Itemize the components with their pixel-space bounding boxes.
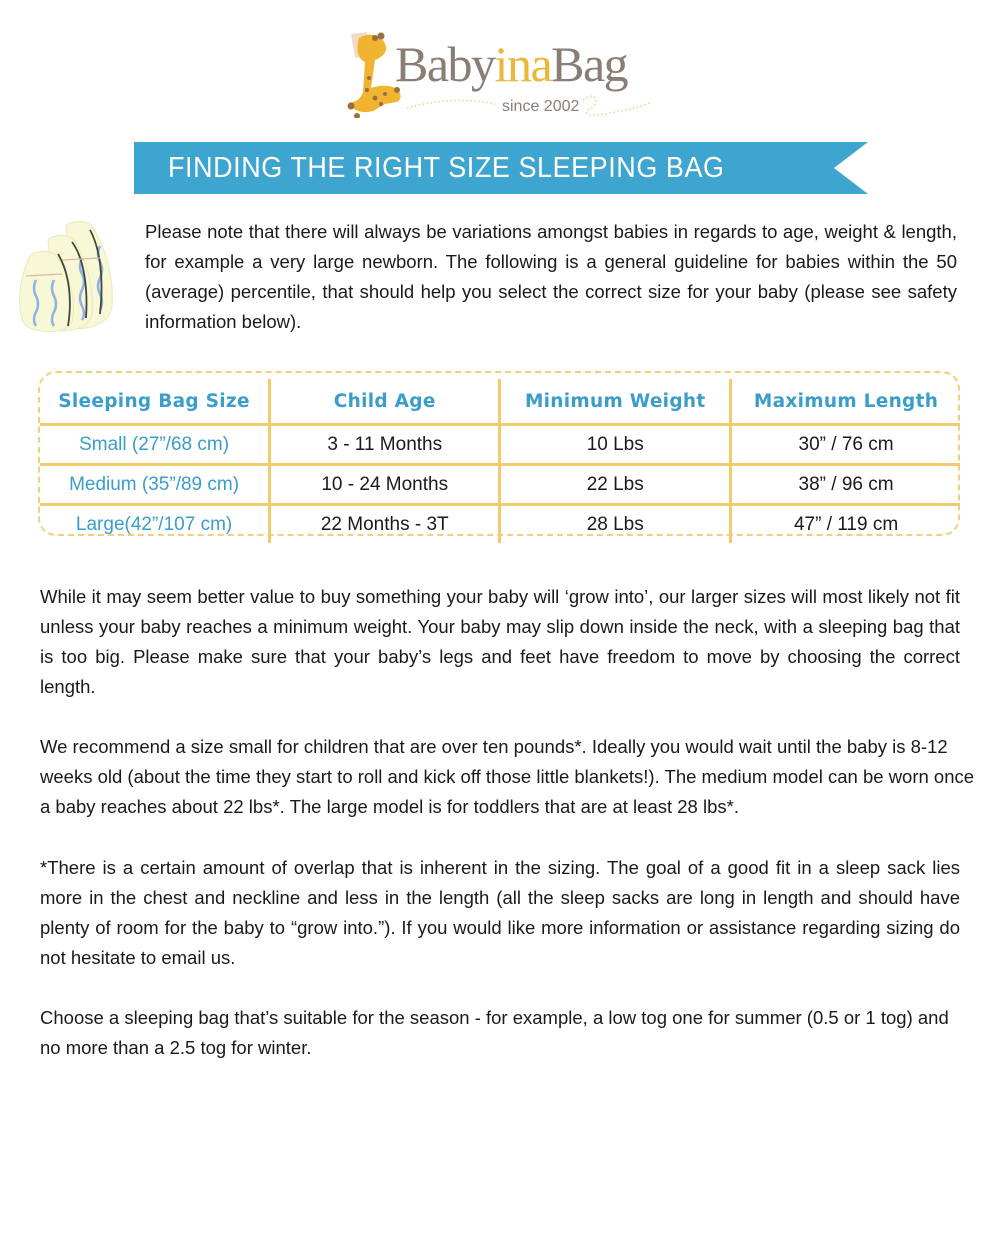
weight-cell: 28 Lbs (500, 505, 731, 544)
size-cell: Small (27”/68 cm) (40, 425, 270, 465)
length-cell: 38” / 96 cm (731, 465, 960, 505)
page-title: FINDING THE RIGHT SIZE SLEEPING BAG (168, 152, 725, 184)
size-chart (38, 371, 960, 536)
table-row (40, 465, 960, 505)
weight-cell: 22 Lbs (500, 465, 731, 505)
paragraph-overlap-note: *There is a certain amount of overlap that is inherent in the sizing. The goal of a good fit in a sleep sack lies more in the chest and neckline and less in the length (all the sleep sacks are long in length and should have plenty of room for the baby to “grow into.”). If you would like more information or assistance regarding sizing do not hesitate to email us. (40, 857, 960, 968)
paragraph-season: Choose a sleeping bag that’s suitable for the season - for example, a low tog one for summer (0.5 or 1 tog) and no more than a 2.5 tog for winter. (40, 1007, 949, 1058)
paragraph-recommendation: We recommend a size small for children that are over ten pounds*. Ideally you would wait until the baby is 8-12 weeks old (about the time they start to roll and kick off those little blankets!). The medium model can be worn once a baby reaches about 22 lbs*. The large model is for toddlers that are at least 28 lbs*. (40, 736, 975, 817)
brand-tagline: since 2002 (502, 98, 580, 115)
column-header-age: Child Age (270, 379, 500, 425)
age-cell: 3 - 11 Months (270, 425, 500, 465)
page-title-banner (134, 142, 868, 194)
column-header-length: Maximum Length (731, 379, 960, 425)
brand-logo (345, 28, 655, 123)
age-cell: 10 - 24 Months (270, 465, 500, 505)
brand-name: BabyinaBag (395, 36, 628, 92)
size-cell: Medium (35”/89 cm) (40, 465, 270, 505)
table-row (40, 425, 960, 465)
table-header-row (40, 379, 960, 425)
size-cell: Large(42”/107 cm) (40, 505, 270, 544)
size-table (40, 379, 960, 543)
column-header-weight: Minimum Weight (500, 379, 731, 425)
length-cell: 30” / 76 cm (731, 425, 960, 465)
intro-text: Please note that there will always be variations amongst babies in regards to age, weight & length, for example a very large newborn. The following is a general guideline for babies within the 50 (average) percentile, that should help you select the correct size for your baby (please see safety information below). (145, 221, 957, 332)
paragraph-grow-into: While it may seem better value to buy something your baby will ‘grow into’, our larger sizes will most likely not fit unless your baby reaches a minimum weight. Your baby may slip down inside the neck, with a sleeping bag that is too big. Please make sure that your baby’s legs and feet have freedom to move by choosing the correct length. (40, 586, 960, 697)
sleeping-bags-illustration (14, 218, 118, 334)
table-row (40, 505, 960, 544)
age-cell: 22 Months - 3T (270, 505, 500, 544)
column-header-size: Sleeping Bag Size (58, 390, 250, 412)
weight-cell: 10 Lbs (500, 425, 731, 465)
length-cell: 47” / 119 cm (731, 505, 960, 544)
